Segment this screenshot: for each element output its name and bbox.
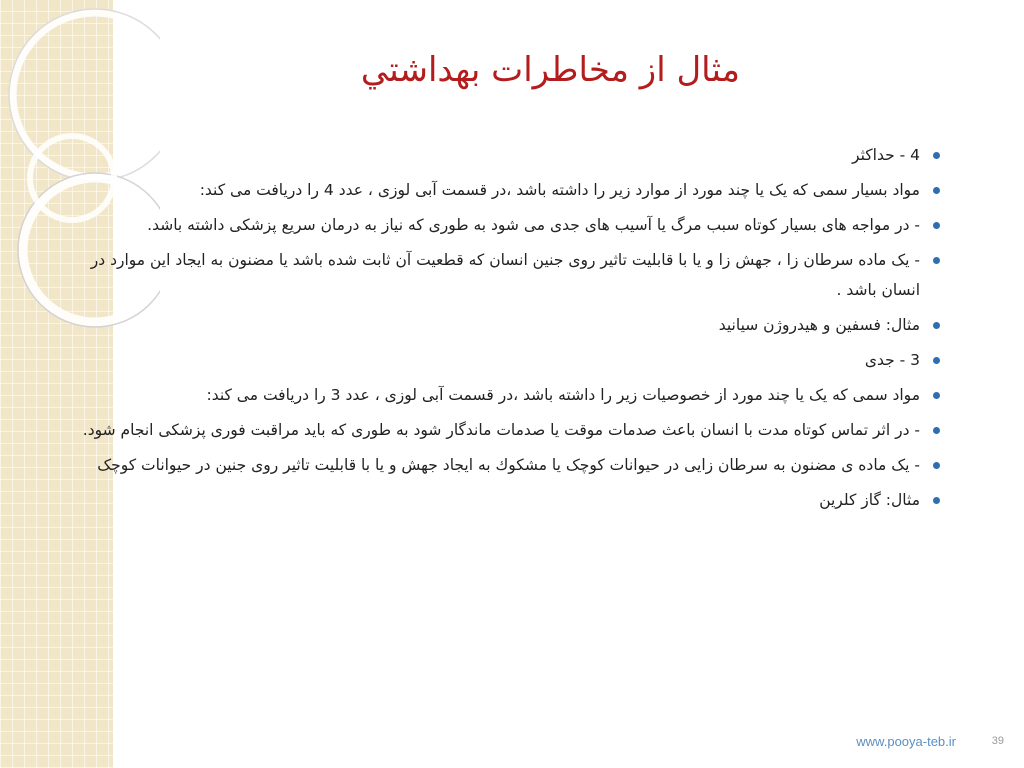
page-number: 39 (991, 735, 1004, 747)
list-item (70, 450, 940, 480)
list-item (70, 380, 940, 410)
bullet-dot-icon (933, 357, 940, 364)
list-item (70, 310, 940, 340)
list-item (70, 175, 940, 205)
list-item-text: 4 - حداکثر (852, 146, 920, 164)
list-item (70, 140, 940, 170)
list-item (70, 210, 940, 240)
bullet-dot-icon (933, 427, 940, 434)
list-item-text: مثال: فسفین و هیدروژن سیانید (718, 316, 920, 334)
bullet-dot-icon (933, 392, 940, 399)
bullet-dot-icon (933, 187, 940, 194)
list-item (70, 345, 940, 375)
slide-title: مثال از مخاطرات بهداشتي (360, 50, 740, 90)
list-item-text: - در اثر تماس کوتاه مدت با انسان باعث صدمات موقت یا صدمات ماندگار شود به طوری که باید مراقبت فوری پزشکی انجام شود. (82, 421, 920, 439)
bullet-dot-icon (933, 152, 940, 159)
list-item (70, 245, 940, 305)
bullet-dot-icon (933, 322, 940, 329)
bullet-dot-icon (933, 257, 940, 264)
bullet-dot-icon (933, 497, 940, 504)
list-item (70, 415, 940, 445)
list-item-text: مواد بسیار سمی که یک یا چند مورد از موارد زیر را داشته باشد ،در قسمت آبی لوزی ، عدد 4 را دریافت می کند: (199, 181, 920, 199)
footer-website-link[interactable]: www.pooya-teb.ir (856, 734, 956, 749)
list-item-text: - یک ماده سرطان زا ، جهش زا و یا با قابلیت تاثیر روی جنین انسان که قطعیت آن ثابت شده باشد یا مضنون به ایجاد این موارد در انسان باشد . (90, 251, 920, 299)
bullet-dot-icon (933, 462, 940, 469)
bullet-dot-icon (933, 222, 940, 229)
list-item-text: مثال: گاز کلرین (819, 491, 920, 509)
list-item-text: مواد سمی که یک یا چند مورد از خصوصیات زیر را داشته باشد ،در قسمت آبی لوزی ، عدد 3 را دریافت می کند: (206, 386, 920, 404)
list-item (70, 485, 940, 515)
list-item-text: - یک ماده ی مضنون به سرطان زایی در حیوانات کوچک یا مشکوك به ایجاد جهش و یا با قابلیت تاثیر روی جنین در حیوانات کوچک (97, 456, 920, 474)
list-item-text: 3 - جدی (864, 351, 920, 369)
list-item-text: - در مواجه های بسیار کوتاه سبب مرگ یا آسیب های جدی می شود به طوری که نیاز به درمان سریع پزشکی داشته باشد. (147, 216, 920, 234)
bullet-list (70, 140, 940, 520)
